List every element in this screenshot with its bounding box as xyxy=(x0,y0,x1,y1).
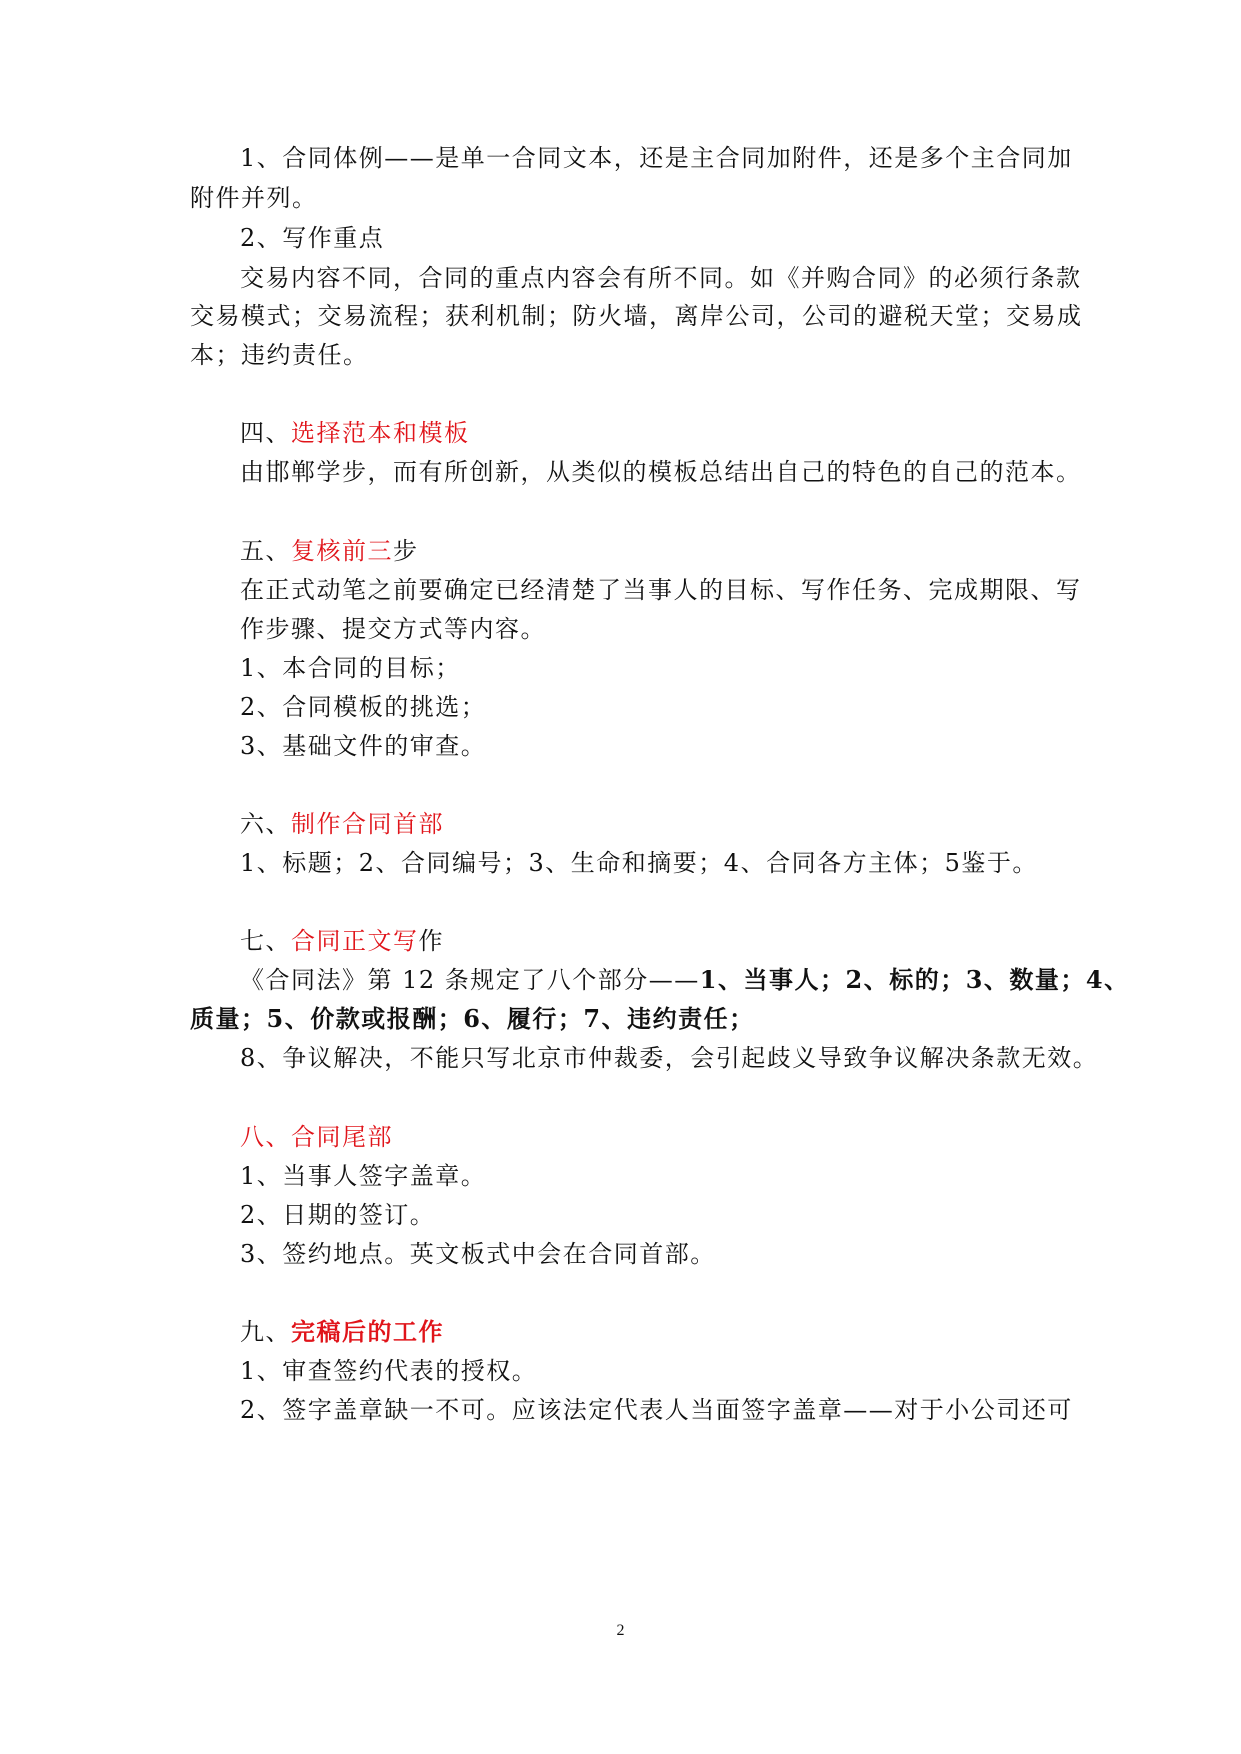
list-item: 1、当事人签字盖章。 xyxy=(240,1162,487,1190)
section-heading-8: 八、合同尾部 xyxy=(240,1123,393,1151)
section-number: 五、 xyxy=(240,537,291,565)
paragraph-line: 8、争议解决，不能只写北京市仲裁委，会引起歧义导致争议解决条款无效。 xyxy=(240,1044,1099,1072)
paragraph-line: 交易模式；交易流程；获利机制；防火墙，离岸公司，公司的避税天堂；交易成 xyxy=(190,302,1083,330)
section-heading-7 xyxy=(240,925,1050,957)
list-item: 2、日期的签订。 xyxy=(240,1201,436,1229)
section-number: 九、 xyxy=(240,1318,291,1346)
section-title-tail: 作 xyxy=(418,927,444,955)
page-number: 2 xyxy=(616,1622,625,1639)
paragraph-line: 由邯郸学步，而有所创新，从类似的模板总结出自己的特色的自己的范本。 xyxy=(240,458,1082,486)
section-title: 制作合同首部 xyxy=(291,810,444,838)
paragraph-line: 1、合同体例——是单一合同文本，还是主合同加附件，还是多个主合同加 xyxy=(240,144,1073,172)
section-heading-9 xyxy=(240,1316,1050,1348)
section-title: 合同正文写 xyxy=(291,927,419,955)
paragraph-text: 《合同法》第 12 条规定了八个部分—— xyxy=(240,966,700,994)
paragraph-line: 本；违约责任。 xyxy=(190,341,369,369)
section-title: 复核前三 xyxy=(291,537,393,565)
list-item: 1、审查签约代表的授权。 xyxy=(240,1357,538,1385)
paragraph-line xyxy=(240,964,1130,996)
section-title-tail: 步 xyxy=(393,537,419,565)
list-item: 1、本合同的目标； xyxy=(240,654,461,682)
bold-text: 1、当事人；2、标的；3、数量；4、 xyxy=(699,965,1130,994)
section-title: 选择范本和模板 xyxy=(291,419,470,447)
paragraph-line: 附件并列。 xyxy=(190,184,318,212)
list-item: 2、合同模板的挑选； xyxy=(240,693,487,721)
list-item: 2、签字盖章缺一不可。应该法定代表人当面签字盖章——对于小公司还可 xyxy=(240,1396,1073,1424)
section-number: 六、 xyxy=(240,810,291,838)
section-number: 七、 xyxy=(240,927,291,955)
list-item: 3、签约地点。英文板式中会在合同首部。 xyxy=(240,1240,716,1268)
paragraph-line: 作步骤、提交方式等内容。 xyxy=(240,615,546,643)
section-heading-6 xyxy=(240,808,1050,840)
section-heading-5 xyxy=(240,535,1050,567)
section-heading-4 xyxy=(240,417,1050,449)
section-number: 四、 xyxy=(240,419,291,447)
paragraph-line: 在正式动笔之前要确定已经清楚了当事人的目标、写作任务、完成期限、写 xyxy=(240,576,1082,604)
paragraph-line: 交易内容不同，合同的重点内容会有所不同。如《并购合同》的必须行条款 xyxy=(240,264,1082,292)
paragraph-line-bold: 质量；5、价款或报酬；6、履行；7、违约责任； xyxy=(190,1004,755,1033)
paragraph-line: 1、标题；2、合同编号；3、生命和摘要；4、合同各方主体；5鉴于。 xyxy=(240,849,1038,877)
paragraph-line: 2、写作重点 xyxy=(240,224,385,252)
list-item: 3、基础文件的审查。 xyxy=(240,732,487,760)
section-title: 完稿后的工作 xyxy=(291,1317,444,1346)
